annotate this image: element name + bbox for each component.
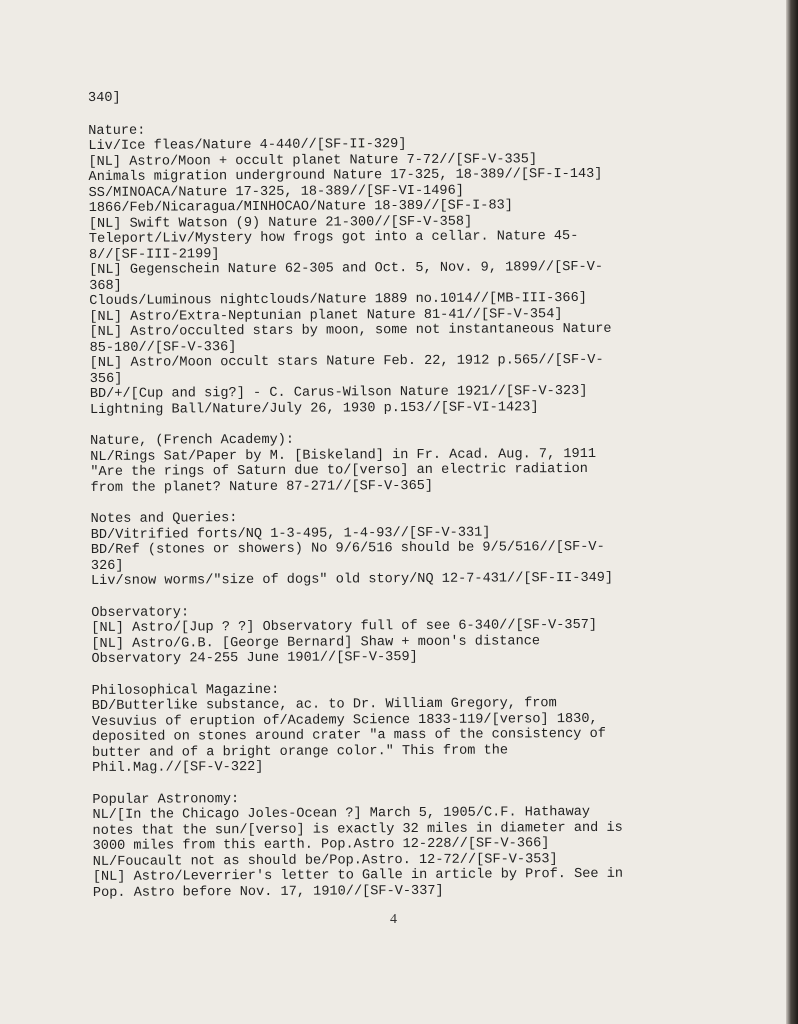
- entry-line: 8//[SF-III-2199]: [88, 246, 220, 263]
- entry-line: [NL] Gegenschein Nature 62-305 and Oct. 5, Nov. 9, 1899//[SF-V-: [89, 259, 604, 278]
- entry-line: BD/Ref (stones or showers) No 9/6/516 should be 9/5/516//[SF-V-: [90, 539, 605, 558]
- entry-line: 368]: [89, 278, 122, 294]
- entry-line: [NL] Astro/Extra-Neptunian planet Nature 81-41//[SF-V-354]: [89, 306, 563, 325]
- entry-line: [NL] Astro/[Jup ? ?] Observatory full of see 6-340//[SF-V-357]: [91, 617, 598, 636]
- entry-line: SS/MINOACA/Nature 17-325, 18-389//[SF-VI-1496]: [88, 183, 464, 201]
- sections-container: [88, 120, 733, 901]
- entry-line: butter and of a bright orange color." This from the: [91, 742, 509, 761]
- entry-line: 356]: [89, 371, 123, 387]
- page-number: 4: [390, 912, 397, 927]
- section-heading: Observatory:: [91, 604, 190, 621]
- section: [92, 789, 733, 901]
- entry-line: Vesuvius of eruption of/Academy Science 1833-119/[verso] 1830,: [91, 711, 598, 730]
- entry-line: Phil.Mag.//[SF-V-322]: [92, 759, 264, 776]
- entry-line: "Are the rings of Saturn due to/[verso] an electric radiation: [90, 461, 588, 480]
- section: [92, 680, 733, 777]
- entry-line: 326]: [90, 558, 124, 574]
- section-heading: Philosophical Magazine:: [91, 682, 280, 699]
- entry-line: [NL] Astro/Moon + occult planet Nature 7-72//[SF-V-335]: [88, 151, 538, 170]
- page-header: 340]: [88, 90, 121, 106]
- section-heading: Nature:: [88, 123, 146, 139]
- entry-line: 3000 miles from this earth. Pop.Astro 12-228//[SF-V-366]: [92, 836, 550, 854]
- entry-line: from the planet? Nature 87-271//[SF-V-365]: [90, 478, 434, 496]
- page-edge-shadow: [786, 0, 798, 1024]
- entry-line: 1866/Feb/Nicaragua/MINHOCAO/Nature 18-389//[SF-I-83]: [88, 198, 513, 216]
- entry-line: BD/+/[Cup and sig?] - C. Carus-Wilson Nature 1921//[SF-V-323]: [89, 383, 588, 402]
- entry-line: [NL] Swift Watson (9) Nature 21-300//[SF-V-358]: [88, 214, 473, 232]
- section-heading: Notes and Queries:: [90, 511, 238, 527]
- entry-line: Teleport/Liv/Mystery how frogs got into a cellar. Nature 45-: [88, 229, 579, 247]
- entry-line: deposited on stones around crater "a mass of the consistency of: [91, 726, 606, 745]
- entry-line: 85-180//[SF-V-336]: [89, 339, 237, 356]
- entry-line: Liv/Ice fleas/Nature 4-440//[SF-II-329]: [88, 137, 407, 154]
- section: [90, 430, 730, 496]
- entry-line: Lightning Ball/Nature/July 26, 1930 p.153//[SF-VI-1423]: [89, 399, 539, 418]
- entry-line: BD/Butterlike substance, ac. to Dr. William Gregory, from: [91, 696, 557, 714]
- section: [91, 602, 731, 668]
- section: [88, 120, 730, 418]
- section-heading: Popular Astronomy:: [92, 791, 240, 808]
- section: [91, 508, 731, 589]
- entry-line: NL/Foucault not as should be/Pop.Astro. 12-72//[SF-V-353]: [92, 851, 558, 870]
- entry-line: NL/[In the Chicago Joles-Ocean ?] March 5, 1905/C.F. Hathaway: [92, 804, 591, 823]
- entry-line: [NL] Astro/G.B. [George Bernard] Shaw + moon's distance: [91, 633, 541, 652]
- entry-line: [NL] Astro/Moon occult stars Nature Feb. 22, 1912 p.565//[SF-V-: [89, 352, 604, 371]
- entry-line: Liv/snow worms/"size of dogs" old story/NQ 12-7-431//[SF-II-349]: [90, 570, 614, 589]
- entry-line: notes that the sun/[verso] is exactly 32 miles in diameter and is: [92, 820, 623, 839]
- entry-line: Animals migration underground Nature 17-325, 18-389//[SF-I-143]: [88, 166, 603, 185]
- entry-line: BD/Vitrified forts/NQ 1-3-495, 1-4-93//[SF-V-331]: [90, 525, 491, 543]
- entry-line: Observatory 24-255 June 1901//[SF-V-359]: [91, 649, 418, 667]
- entry-line: [NL] Astro/occulted stars by moon, some not instantaneous Nature: [89, 321, 612, 340]
- entry-line: Clouds/Luminous nightclouds/Nature 1889 no.1014//[MB-III-366]: [89, 290, 587, 309]
- entry-line: [NL] Astro/Leverrier's letter to Galle in article by Prof. See in: [92, 866, 624, 885]
- entry-line: Pop. Astro before Nov. 17, 1910//[SF-V-337]: [92, 883, 444, 901]
- document-body: [88, 87, 733, 917]
- section-heading: Nature, (French Academy):: [90, 432, 295, 449]
- entry-line: NL/Rings Sat/Paper by M. [Biskeland] in Fr. Acad. Aug. 7, 1911: [90, 446, 597, 465]
